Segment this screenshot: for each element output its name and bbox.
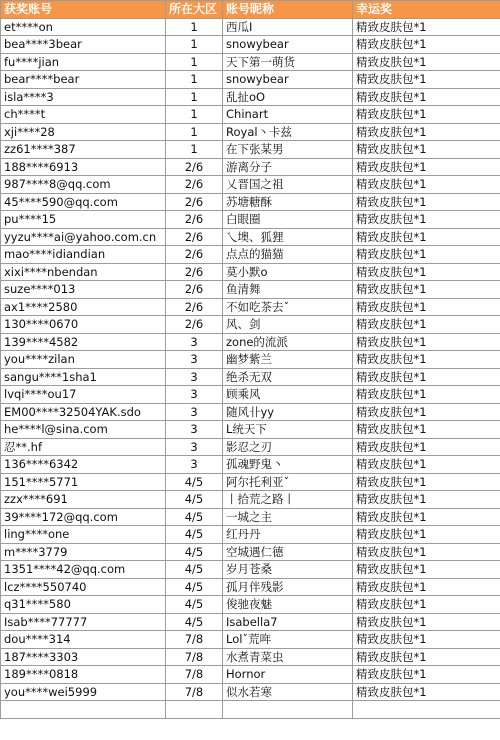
cell-prize: 精致皮肤包*1 bbox=[353, 176, 500, 194]
cell-prize: 精致皮肤包*1 bbox=[353, 351, 500, 369]
cell-account: pu****15 bbox=[1, 211, 166, 229]
cell-nickname: Hornor bbox=[223, 666, 353, 684]
cell-account: 987****8@qq.com bbox=[1, 176, 166, 194]
table-row bbox=[1, 631, 500, 649]
cell-account: bea****3bear bbox=[1, 36, 166, 54]
cell-region: 2/6 bbox=[166, 228, 223, 246]
table-row bbox=[1, 88, 500, 106]
table-row bbox=[1, 158, 500, 176]
cell-account: you****wei5999 bbox=[1, 683, 166, 701]
cell-prize: 精致皮肤包*1 bbox=[353, 666, 500, 684]
cell-account: EM00****32504YAK.sdo bbox=[1, 403, 166, 421]
cell-account: m****3779 bbox=[1, 543, 166, 561]
table-row bbox=[1, 351, 500, 369]
cell-region: 2/6 bbox=[166, 246, 223, 264]
cell-prize: 精致皮肤包*1 bbox=[353, 368, 500, 386]
cell-prize: 精致皮肤包*1 bbox=[353, 246, 500, 264]
cell-nickname: 苏塘糖酥 bbox=[223, 193, 353, 211]
table-row bbox=[1, 683, 500, 701]
table-row bbox=[1, 176, 500, 194]
cell-nickname: 似水若寒 bbox=[223, 683, 353, 701]
table-row bbox=[1, 281, 500, 299]
cell-region: 3 bbox=[166, 403, 223, 421]
cell-nickname: 天下第一萌货 bbox=[223, 53, 353, 71]
cell-region: 4/5 bbox=[166, 561, 223, 579]
cell-region: 2/6 bbox=[166, 281, 223, 299]
cell-account: yyzu****ai@yahoo.com.cn bbox=[1, 228, 166, 246]
cell-account: zz61****387 bbox=[1, 141, 166, 159]
cell-nickname: 风、剑 bbox=[223, 316, 353, 334]
cell-nickname: 阿尔托利亚ˇ bbox=[223, 473, 353, 491]
cell-region: 7/8 bbox=[166, 648, 223, 666]
cell-prize: 精致皮肤包*1 bbox=[353, 438, 500, 456]
table-row bbox=[1, 701, 500, 719]
cell-nickname: 点点的猫猫 bbox=[223, 246, 353, 264]
cell-account: ch****t bbox=[1, 106, 166, 124]
cell-account: 151****5771 bbox=[1, 473, 166, 491]
cell-account: xji****28 bbox=[1, 123, 166, 141]
cell-nickname: 孤月伴残影 bbox=[223, 578, 353, 596]
cell-nickname: 鱼清舞 bbox=[223, 281, 353, 299]
cell-account bbox=[1, 701, 166, 719]
cell-nickname: 顾乘风 bbox=[223, 386, 353, 404]
table-row bbox=[1, 298, 500, 316]
cell-prize: 精致皮肤包*1 bbox=[353, 526, 500, 544]
cell-region: 4/5 bbox=[166, 578, 223, 596]
table-row bbox=[1, 368, 500, 386]
cell-region: 4/5 bbox=[166, 596, 223, 614]
cell-nickname: snowybear bbox=[223, 71, 353, 89]
table-row bbox=[1, 403, 500, 421]
cell-nickname: 水煮青菜虫 bbox=[223, 648, 353, 666]
cell-nickname: 空城遇仁德 bbox=[223, 543, 353, 561]
table-row bbox=[1, 193, 500, 211]
cell-nickname: 乂晋国之祖 bbox=[223, 176, 353, 194]
cell-prize: 精致皮肤包*1 bbox=[353, 386, 500, 404]
table-row bbox=[1, 561, 500, 579]
cell-region: 1 bbox=[166, 71, 223, 89]
cell-account: isla****3 bbox=[1, 88, 166, 106]
cell-account: 187****3303 bbox=[1, 648, 166, 666]
cell-prize: 精致皮肤包*1 bbox=[353, 88, 500, 106]
cell-nickname: snowybear bbox=[223, 36, 353, 54]
cell-prize: 精致皮肤包*1 bbox=[353, 631, 500, 649]
cell-region: 4/5 bbox=[166, 613, 223, 631]
cell-prize: 精致皮肤包*1 bbox=[353, 281, 500, 299]
cell-prize: 精致皮肤包*1 bbox=[353, 648, 500, 666]
cell-account: lcz****550740 bbox=[1, 578, 166, 596]
cell-account: bear****bear bbox=[1, 71, 166, 89]
table-row bbox=[1, 613, 500, 631]
cell-nickname: 白眼圈 bbox=[223, 211, 353, 229]
cell-account: you****zilan bbox=[1, 351, 166, 369]
header-nickname: 账号昵称 bbox=[223, 1, 353, 19]
table-row bbox=[1, 648, 500, 666]
header-prize: 幸运奖 bbox=[353, 1, 500, 19]
cell-region: 3 bbox=[166, 386, 223, 404]
cell-prize: 精致皮肤包*1 bbox=[353, 596, 500, 614]
cell-nickname: 不如吃茶去ˇ bbox=[223, 298, 353, 316]
cell-prize bbox=[353, 701, 500, 719]
cell-prize: 精致皮肤包*1 bbox=[353, 211, 500, 229]
table-row bbox=[1, 53, 500, 71]
cell-prize: 精致皮肤包*1 bbox=[353, 543, 500, 561]
cell-account: 130****0670 bbox=[1, 316, 166, 334]
cell-nickname: 随风卝yy bbox=[223, 403, 353, 421]
cell-prize: 精致皮肤包*1 bbox=[353, 71, 500, 89]
cell-region: 2/6 bbox=[166, 176, 223, 194]
table-row bbox=[1, 666, 500, 684]
table-row bbox=[1, 491, 500, 509]
cell-region: 1 bbox=[166, 123, 223, 141]
cell-account: sangu****1sha1 bbox=[1, 368, 166, 386]
table-row bbox=[1, 228, 500, 246]
cell-region: 2/6 bbox=[166, 211, 223, 229]
cell-region: 1 bbox=[166, 88, 223, 106]
cell-account: he****l@sina.com bbox=[1, 421, 166, 439]
cell-prize: 精致皮肤包*1 bbox=[353, 298, 500, 316]
table-row bbox=[1, 71, 500, 89]
cell-region: 3 bbox=[166, 333, 223, 351]
table-row bbox=[1, 386, 500, 404]
cell-region: 1 bbox=[166, 36, 223, 54]
cell-nickname: 岁月苍桑 bbox=[223, 561, 353, 579]
table-row bbox=[1, 456, 500, 474]
table-row bbox=[1, 18, 500, 36]
cell-prize: 精致皮肤包*1 bbox=[353, 473, 500, 491]
cell-nickname: 丨拾荒之路丨 bbox=[223, 491, 353, 509]
cell-prize: 精致皮肤包*1 bbox=[353, 158, 500, 176]
cell-nickname: 影忍之刃 bbox=[223, 438, 353, 456]
table-row bbox=[1, 526, 500, 544]
cell-region: 7/8 bbox=[166, 666, 223, 684]
cell-nickname: 游离分子 bbox=[223, 158, 353, 176]
table-row bbox=[1, 421, 500, 439]
cell-account: Isab****77777 bbox=[1, 613, 166, 631]
header-account: 获奖账号 bbox=[1, 1, 166, 19]
cell-account: et****on bbox=[1, 18, 166, 36]
cell-region: 1 bbox=[166, 18, 223, 36]
cell-nickname: 乱扯oO bbox=[223, 88, 353, 106]
cell-account: zzx****691 bbox=[1, 491, 166, 509]
cell-region: 2/6 bbox=[166, 298, 223, 316]
cell-region: 1 bbox=[166, 53, 223, 71]
cell-region: 2/6 bbox=[166, 316, 223, 334]
cell-nickname: L统天下 bbox=[223, 421, 353, 439]
cell-region: 3 bbox=[166, 421, 223, 439]
cell-prize: 精致皮肤包*1 bbox=[353, 18, 500, 36]
cell-nickname: Chinart bbox=[223, 106, 353, 124]
cell-nickname: 一城之主 bbox=[223, 508, 353, 526]
table-row bbox=[1, 141, 500, 159]
table-row bbox=[1, 543, 500, 561]
cell-region: 4/5 bbox=[166, 473, 223, 491]
cell-prize: 精致皮肤包*1 bbox=[353, 508, 500, 526]
table-row bbox=[1, 508, 500, 526]
cell-account: ax1****2580 bbox=[1, 298, 166, 316]
table-row bbox=[1, 438, 500, 456]
cell-account: 1351****42@qq.com bbox=[1, 561, 166, 579]
cell-region: 7/8 bbox=[166, 631, 223, 649]
cell-region: 1 bbox=[166, 141, 223, 159]
cell-prize: 精致皮肤包*1 bbox=[353, 193, 500, 211]
cell-region: 4/5 bbox=[166, 491, 223, 509]
table-row bbox=[1, 123, 500, 141]
cell-prize: 精致皮肤包*1 bbox=[353, 316, 500, 334]
cell-prize: 精致皮肤包*1 bbox=[353, 333, 500, 351]
cell-account: 39****172@qq.com bbox=[1, 508, 166, 526]
cell-nickname: 俊驰夜魅 bbox=[223, 596, 353, 614]
cell-nickname: 绝杀无双 bbox=[223, 368, 353, 386]
cell-region: 3 bbox=[166, 438, 223, 456]
cell-prize: 精致皮肤包*1 bbox=[353, 456, 500, 474]
cell-account: ling****one bbox=[1, 526, 166, 544]
cell-nickname: zone的流派 bbox=[223, 333, 353, 351]
cell-prize: 精致皮肤包*1 bbox=[353, 263, 500, 281]
table-row bbox=[1, 596, 500, 614]
cell-nickname: 在下张某男 bbox=[223, 141, 353, 159]
cell-account: 忍**.hf bbox=[1, 438, 166, 456]
cell-account: 139****4582 bbox=[1, 333, 166, 351]
cell-region bbox=[166, 701, 223, 719]
cell-prize: 精致皮肤包*1 bbox=[353, 228, 500, 246]
cell-account: fu****jian bbox=[1, 53, 166, 71]
cell-nickname: 孤魂野鬼丶 bbox=[223, 456, 353, 474]
cell-region: 7/8 bbox=[166, 683, 223, 701]
table-row bbox=[1, 316, 500, 334]
cell-prize: 精致皮肤包*1 bbox=[353, 683, 500, 701]
cell-nickname: Royal丶卡兹 bbox=[223, 123, 353, 141]
cell-prize: 精致皮肤包*1 bbox=[353, 36, 500, 54]
cell-region: 3 bbox=[166, 368, 223, 386]
cell-nickname bbox=[223, 701, 353, 719]
cell-account: 188****6913 bbox=[1, 158, 166, 176]
cell-prize: 精致皮肤包*1 bbox=[353, 613, 500, 631]
cell-account: 189****0818 bbox=[1, 666, 166, 684]
cell-region: 1 bbox=[166, 106, 223, 124]
cell-prize: 精致皮肤包*1 bbox=[353, 403, 500, 421]
cell-region: 3 bbox=[166, 456, 223, 474]
table-row bbox=[1, 578, 500, 596]
cell-region: 4/5 bbox=[166, 508, 223, 526]
cell-prize: 精致皮肤包*1 bbox=[353, 53, 500, 71]
table-row bbox=[1, 36, 500, 54]
cell-nickname: Isabella7 bbox=[223, 613, 353, 631]
cell-account: mao****idiandian bbox=[1, 246, 166, 264]
cell-prize: 精致皮肤包*1 bbox=[353, 578, 500, 596]
cell-region: 2/6 bbox=[166, 158, 223, 176]
cell-region: 4/5 bbox=[166, 543, 223, 561]
cell-account: lvqi****ou17 bbox=[1, 386, 166, 404]
table-row bbox=[1, 263, 500, 281]
table-row bbox=[1, 211, 500, 229]
header-row bbox=[1, 1, 500, 19]
cell-account: 45****590@qq.com bbox=[1, 193, 166, 211]
cell-account: xixi****nbendan bbox=[1, 263, 166, 281]
table-row bbox=[1, 333, 500, 351]
cell-region: 3 bbox=[166, 351, 223, 369]
cell-nickname: 幽梦紫兰 bbox=[223, 351, 353, 369]
cell-account: q31****580 bbox=[1, 596, 166, 614]
cell-region: 4/5 bbox=[166, 526, 223, 544]
cell-account: 136****6342 bbox=[1, 456, 166, 474]
cell-nickname: Lolˇ荒哖 bbox=[223, 631, 353, 649]
cell-account: suze****013 bbox=[1, 281, 166, 299]
cell-prize: 精致皮肤包*1 bbox=[353, 141, 500, 159]
table-row bbox=[1, 106, 500, 124]
table-body bbox=[1, 18, 500, 718]
table-row bbox=[1, 473, 500, 491]
cell-prize: 精致皮肤包*1 bbox=[353, 561, 500, 579]
cell-prize: 精致皮肤包*1 bbox=[353, 491, 500, 509]
cell-nickname: 红丹丹 bbox=[223, 526, 353, 544]
cell-nickname: 乀墺、狐狸 bbox=[223, 228, 353, 246]
cell-region: 2/6 bbox=[166, 193, 223, 211]
cell-nickname: 西瓜I bbox=[223, 18, 353, 36]
cell-prize: 精致皮肤包*1 bbox=[353, 421, 500, 439]
cell-prize: 精致皮肤包*1 bbox=[353, 106, 500, 124]
header-region: 所在大区 bbox=[166, 1, 223, 19]
cell-prize: 精致皮肤包*1 bbox=[353, 123, 500, 141]
cell-nickname: 莫小默ο bbox=[223, 263, 353, 281]
cell-account: dou****314 bbox=[1, 631, 166, 649]
table-row bbox=[1, 246, 500, 264]
cell-region: 2/6 bbox=[166, 263, 223, 281]
